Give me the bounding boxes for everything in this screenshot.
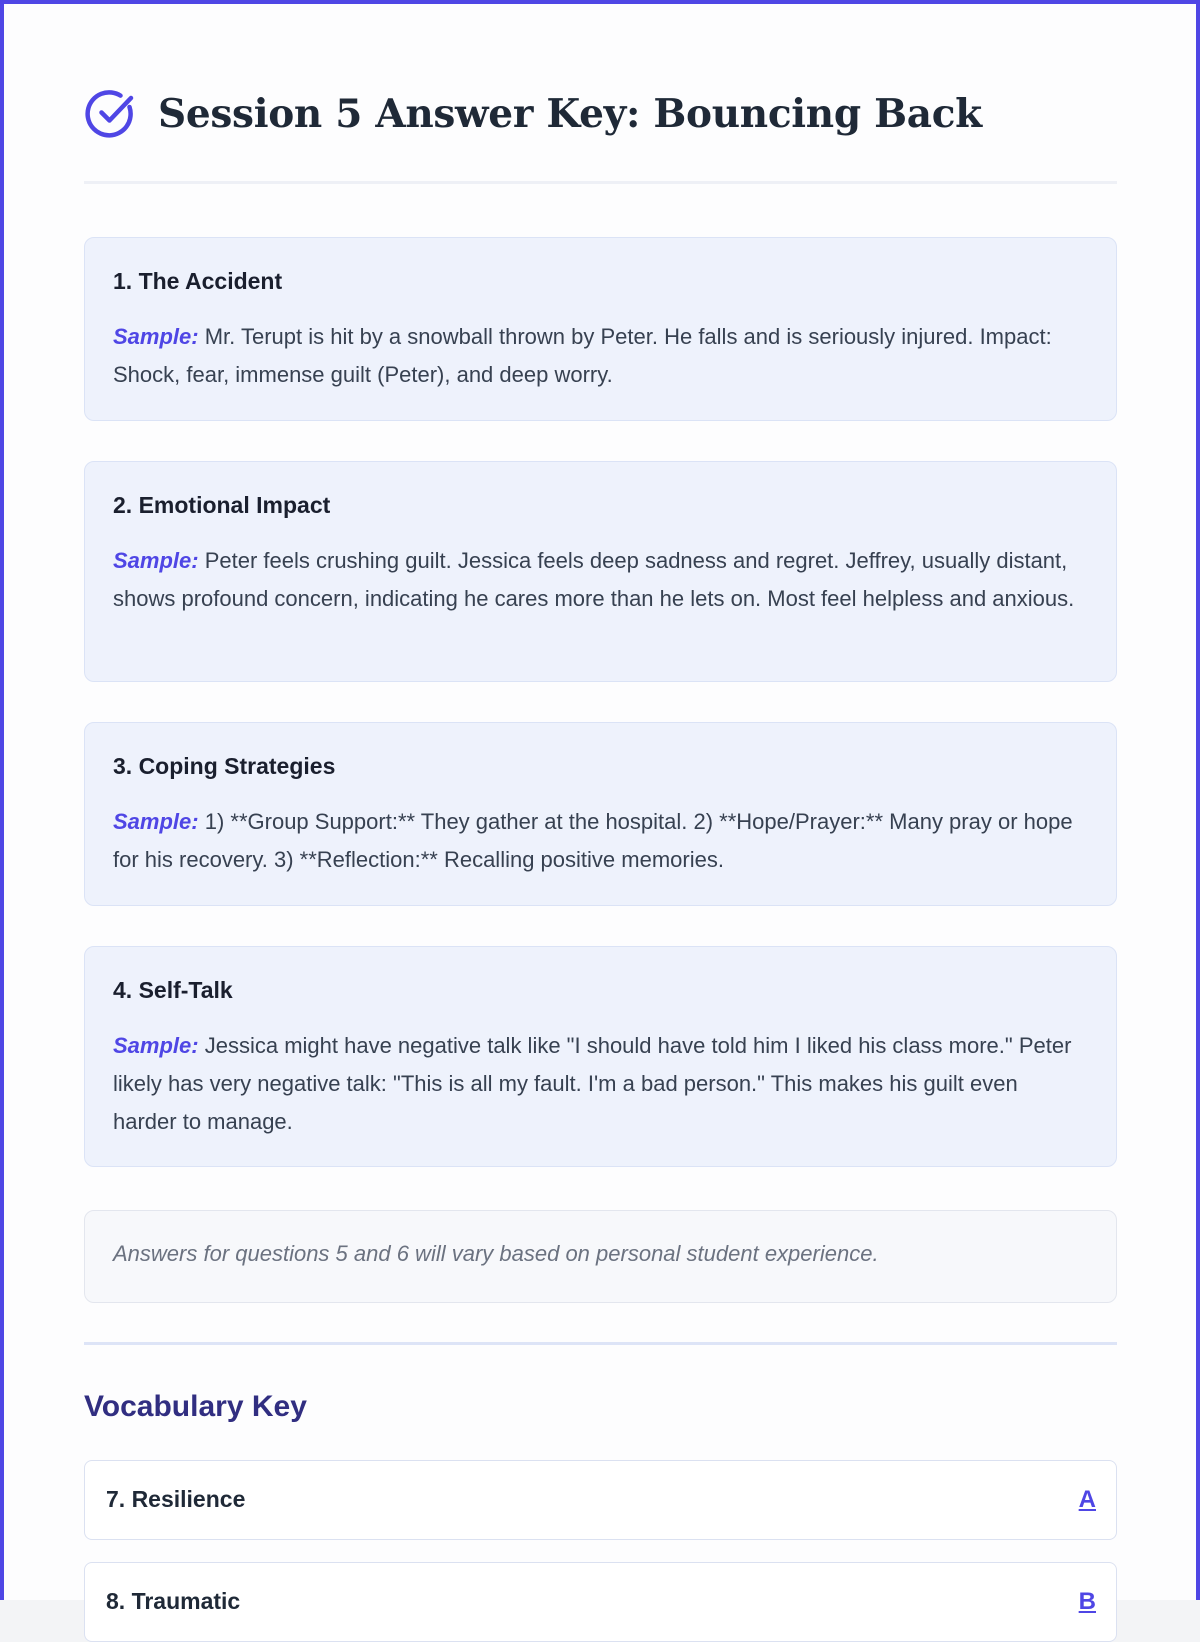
answer-card-1 [84,237,1117,421]
answer-text [113,1027,1086,1141]
answer-heading: 2. Emotional Impact [113,492,331,518]
sample-label: Sample: [113,809,199,834]
answer-body: Mr. Terupt is hit by a snowball thrown by Peter. He falls and is seriously injured. Impact: Shock, fear, immense guilt (Peter), and deep worry. [113,324,1052,387]
answer-text [113,318,1086,394]
header-divider [84,181,1117,184]
answer-body: Peter feels crushing guilt. Jessica feels deep sadness and regret. Jeffrey, usually distant, shows profound concern, indicating he cares more than he lets on. Most feel helpless and anxious. [113,548,1075,611]
answer-card-4 [84,946,1117,1167]
vocabulary-row [84,1460,1117,1540]
answer-body: 1) **Group Support:** They gather at the hospital. 2) **Hope/Prayer:** Many pray or hope for his recovery. 3) **Reflection:** Recalling positive memories. [113,809,1073,872]
vocabulary-answer-link[interactable]: A [1078,1486,1096,1513]
vocabulary-row [84,1562,1117,1642]
page-header [84,84,1117,144]
page-title: Session 5 Answer Key: Bouncing Back [158,91,982,137]
answer-text [113,542,1086,618]
note-box [84,1210,1117,1303]
answer-heading: 3. Coping Strategies [113,753,336,779]
check-circle-icon [84,87,138,141]
answer-heading: 4. Self-Talk [113,977,233,1003]
answer-text [113,803,1086,879]
vocabulary-answer-link[interactable]: B [1078,1588,1096,1615]
sample-label: Sample: [113,324,199,349]
vocabulary-term: 7. Resilience [106,1486,246,1512]
sample-label: Sample: [113,548,199,573]
answer-card-2 [84,461,1117,682]
vocabulary-term: 8. Traumatic [106,1588,241,1614]
section-divider [84,1342,1117,1345]
note-text: Answers for questions 5 and 6 will vary based on personal student experience. [113,1241,879,1266]
sample-label: Sample: [113,1033,199,1058]
answer-body: Jessica might have negative talk like "I should have told him I liked his class more." Peter likely has very negative talk: "This is all my fault. I'm a bad person." This makes his guilt even harder to manage. [113,1033,1072,1134]
answer-heading: 1. The Accident [113,268,283,294]
answer-card-3 [84,722,1117,906]
vocabulary-heading: Vocabulary Key [84,1390,307,1423]
